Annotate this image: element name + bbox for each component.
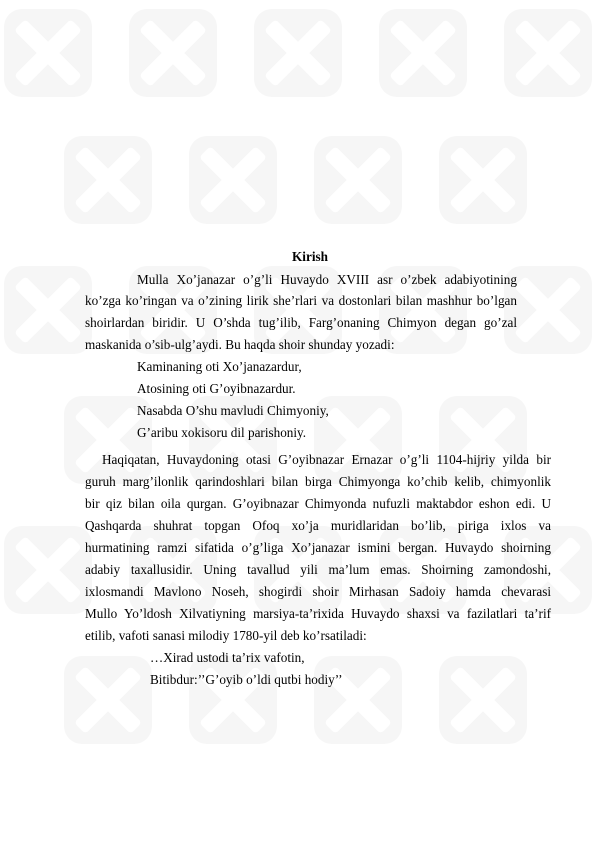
watermark-icon — [185, 652, 281, 748]
paragraph-line: Qashqarda shuhrat topgan Ofoq xo’ja muridlaridan bo’lib, piriga ixlos va — [85, 518, 551, 533]
watermark-icon — [60, 132, 156, 228]
paragraph-line: ko’zga ko’ringan va o’zining lirik she’rlari va dostonlari bilan mashhur bo’lgan — [85, 293, 517, 308]
paragraph-line: guruh marg’ilonlik qarindoshlari bilan birga Chimyonga ko’chib kelib, chimyonlik — [85, 474, 551, 489]
paragraph-line: adabiy taxallusidir. Uning tavallud yili ma’lum emas. Shoirning zamondoshi, — [85, 562, 551, 577]
paragraph-line: bir qiz bilan oila qurgan. G’oyibnazar Chimyonda nufuzli maktabdor eshon edi. U — [85, 496, 551, 511]
watermark-icon — [0, 5, 96, 101]
paragraph-line: etilib, vafoti sanasi milodiy 1780-yil deb ko’rsatiladi: — [85, 628, 367, 643]
watermark-icon — [250, 5, 346, 101]
paragraph-line: Mulla Xo’janazar o’g’li Huvaydo XVIII asr o’zbek adabiyotining — [137, 272, 517, 287]
section-title: Kirish — [292, 249, 328, 264]
watermark-icon — [310, 132, 406, 228]
watermark-icon — [0, 522, 96, 618]
watermark-icon — [185, 132, 281, 228]
watermark-icon — [435, 652, 531, 748]
watermark-icon — [60, 652, 156, 748]
paragraph-line: Haqiqatan, Huvaydoning otasi G’oyibnazar Ernazar o’g’li 1104-hijriy yilda bir — [102, 452, 551, 467]
watermark-icon — [0, 262, 96, 358]
paragraph-line: hurmatining ramzi sifatida o’g’liga Xo’janazar ismini bergan. Huvaydo shoirning — [85, 540, 551, 555]
poem-line: G’aribu xokisoru dil parishoniy. — [137, 425, 307, 440]
paragraph-line: ixlosmandi Mavlono Noseh, shogirdi shoir Mirhasan Sadoiy hamda chevarasi — [85, 584, 551, 599]
paragraph-line: maskanida o’sib-ulg’aydi. Bu haqda shoir shunday yozadi: — [85, 337, 395, 352]
poem-line: Nasabda O’shu mavludi Chimyoniy, — [137, 403, 329, 418]
watermark-icon — [375, 5, 471, 101]
paragraph-line: Mullo Yo’ldosh Xilvatiyning marsiya-ta’rixida Huvaydo shaxsi va fazilatlari ta’rif — [85, 606, 551, 621]
watermark-icon — [125, 5, 221, 101]
watermark-icon — [435, 132, 531, 228]
poem-line: Bitibdur:’’G’oyib o’ldi qutbi hodiy’’ — [150, 672, 343, 687]
poem-line: Kaminaning oti Xo’janazardur, — [137, 359, 302, 374]
watermark-icon — [500, 5, 595, 101]
paragraph-line: shoirlardan biridir. U O’shda tug’ilib, Farg’onaning Chimyon degan go’zal — [85, 315, 517, 330]
poem-line: …Xirad ustodi ta’rix vafotin, — [150, 650, 305, 665]
watermark-icon — [310, 652, 406, 748]
poem-line: Atosining oti G’oyibnazardur. — [137, 381, 296, 396]
